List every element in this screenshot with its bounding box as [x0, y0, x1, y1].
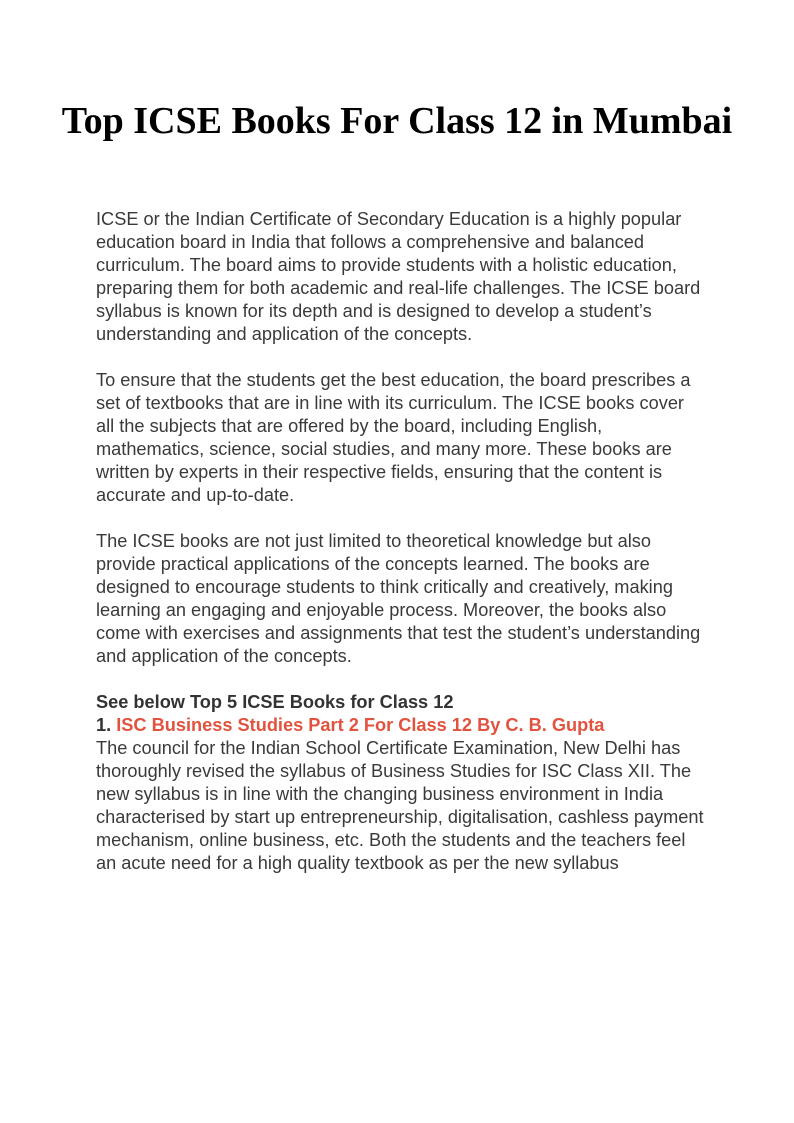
intro-paragraph: ICSE or the Indian Certificate of Secondary Education is a highly popular education board in India that follows a comprehensive and balanced curriculum. The board aims to provide students with a holistic education, preparing them for both academic and real-life challenges. The ICSE board syllabus is known for its depth and is designed to develop a student’s understanding and application of the concepts.: [96, 209, 701, 344]
book-list-item: [96, 714, 706, 737]
list-heading: See below Top 5 ICSE Books for Class 12: [96, 692, 454, 712]
textbooks-paragraph: To ensure that the students get the best education, the board prescribes a set of textbooks that are in line with its curriculum. The ICSE books cover all the subjects that are offered by the board, including English, mathematics, science, social studies, and many more. These books are written by experts in their respective fields, ensuring that the content is accurate and up-to-date.: [96, 370, 691, 505]
article-body: [96, 208, 706, 875]
page-title: Top ICSE Books For Class 12 in Mumbai: [61, 100, 733, 142]
book-number: 1.: [96, 715, 112, 735]
practical-paragraph: The ICSE books are not just limited to theoretical knowledge but also provide practical applications of the concepts learned. The books are designed to encourage students to think critically and creatively, making learning an engaging and enjoyable process. Moreover, the books also come with exercises and assignments that test the student’s understanding and application of the concepts.: [96, 531, 701, 666]
book-link[interactable]: ISC Business Studies Part 2 For Class 12 By C. B. Gupta: [116, 715, 605, 735]
book-description: The council for the Indian School Certificate Examination, New Delhi has thoroughly revised the syllabus of Business Studies for ISC Class XII. The new syllabus is in line with the changing business environment in India characterised by start up entrepreneurship, digitalisation, cashless payment mechanism, online business, etc. Both the students and the teachers feel an acute need for a high quality textbook as per the new syllabus: [96, 738, 704, 873]
